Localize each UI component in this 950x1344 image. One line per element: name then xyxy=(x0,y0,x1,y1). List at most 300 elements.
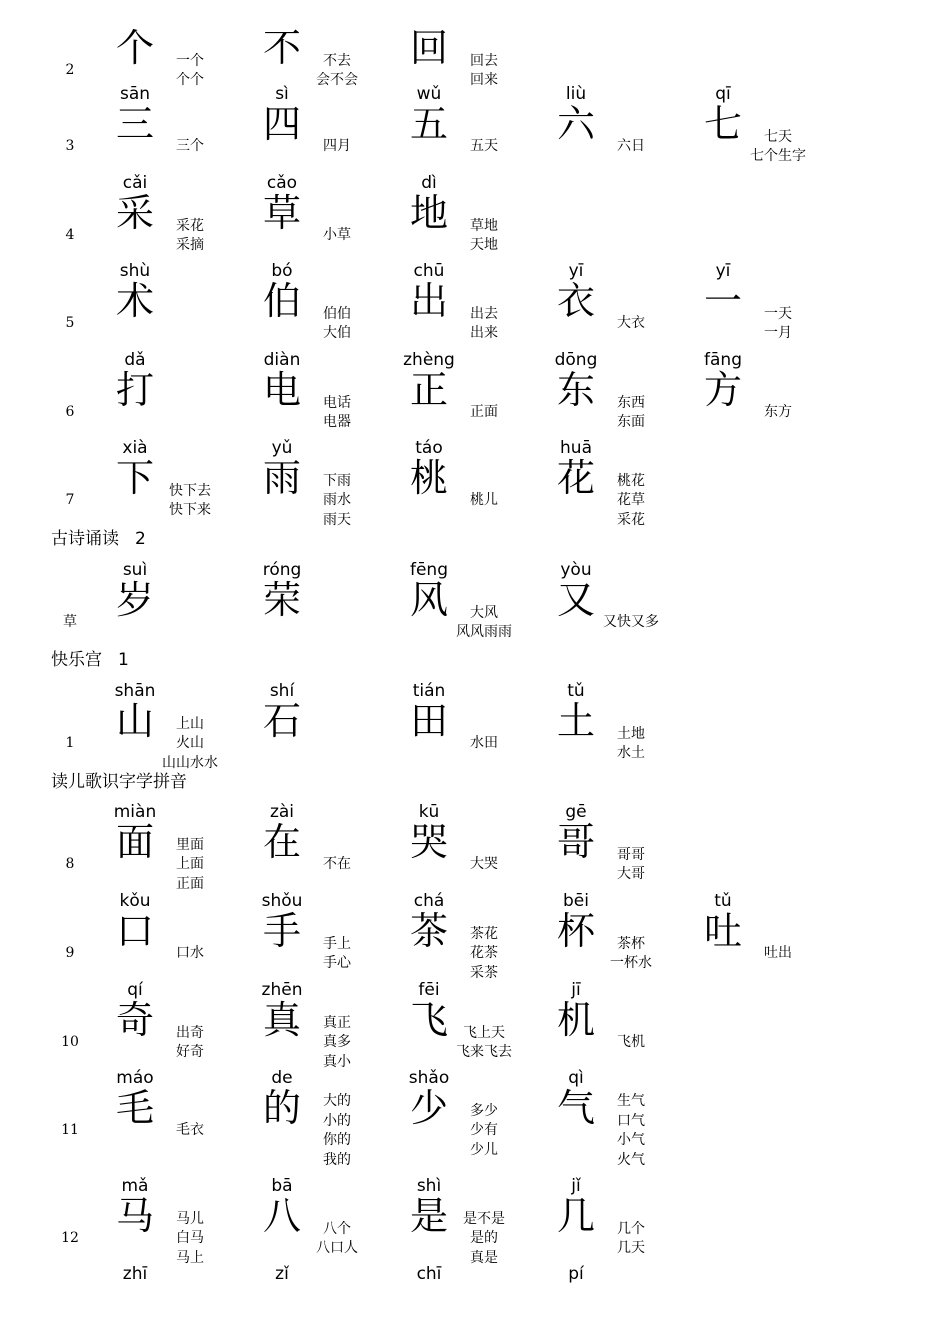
word-item: 东方 xyxy=(764,404,792,421)
word-item: 大伯 xyxy=(323,325,351,341)
pinyin-label: tǔ xyxy=(567,681,585,701)
word-item: 草地 xyxy=(470,217,498,234)
hanzi-character: 四 xyxy=(262,102,301,146)
hanzi-character: 雨 xyxy=(262,456,301,500)
hanzi-character: 术 xyxy=(115,279,154,323)
word-item: 一个 xyxy=(176,52,204,69)
word-item: 又快又多 xyxy=(603,614,659,631)
word-item: 我的 xyxy=(323,1151,351,1168)
pinyin-label: kǒu xyxy=(119,891,151,911)
hanzi-character: 不 xyxy=(262,26,301,70)
hanzi-character: 一 xyxy=(703,279,742,323)
character-cell xyxy=(556,84,696,180)
word-item: 会不会 xyxy=(316,72,358,88)
word-list xyxy=(591,114,671,180)
hanzi-character: 伯 xyxy=(262,279,301,323)
lesson-row xyxy=(0,560,950,656)
word-list xyxy=(150,291,230,357)
word-list xyxy=(444,590,524,656)
pinyin-label: bēi xyxy=(563,891,589,911)
pinyin-label: yī xyxy=(715,261,731,281)
word-list xyxy=(297,291,377,357)
hanzi-character: 出 xyxy=(409,279,448,323)
word-item: 回来 xyxy=(470,72,498,88)
pinyin-label: zhī xyxy=(122,1264,148,1284)
character-cell xyxy=(703,891,843,987)
word-item: 多少 xyxy=(470,1102,498,1119)
character-cell xyxy=(262,891,402,987)
hanzi-character: 毛 xyxy=(115,1086,154,1130)
character-cell xyxy=(409,438,549,534)
hanzi-character: 东 xyxy=(556,368,595,412)
word-item: 茶杯 xyxy=(617,935,645,952)
character-cell xyxy=(409,1176,549,1272)
hanzi-character: 机 xyxy=(556,998,595,1042)
lesson-row xyxy=(0,350,950,446)
word-item: 采摘 xyxy=(176,237,204,253)
hanzi-character: 六 xyxy=(556,102,595,146)
character-cell xyxy=(703,350,843,446)
character-cell xyxy=(115,681,255,777)
lesson-row xyxy=(0,891,950,987)
word-item: 大风 xyxy=(470,604,498,621)
word-list xyxy=(297,1010,377,1076)
hanzi-character: 八 xyxy=(262,1194,301,1238)
hanzi-character: 口 xyxy=(115,909,154,953)
word-list xyxy=(297,114,377,180)
word-list xyxy=(444,832,524,898)
character-cell xyxy=(409,980,549,1076)
word-list xyxy=(150,921,230,987)
character-cell xyxy=(409,1068,549,1164)
word-list xyxy=(738,921,818,987)
hanzi-character: 田 xyxy=(409,699,448,743)
word-item: 伯伯 xyxy=(323,305,351,322)
hanzi-character: 三 xyxy=(115,102,154,146)
lesson-row xyxy=(0,681,950,777)
pinyin-label: shǎo xyxy=(408,1068,450,1088)
section-title: 读儿歌识字学拼音 xyxy=(51,772,187,792)
character-cell xyxy=(409,560,549,656)
word-item: 东面 xyxy=(617,414,645,430)
word-item: 真多 xyxy=(323,1034,351,1051)
lesson-row xyxy=(0,173,950,269)
word-item: 几天 xyxy=(617,1240,645,1256)
word-item: 不在 xyxy=(323,856,351,873)
lesson-number: 1 xyxy=(65,735,75,751)
hanzi-character: 衣 xyxy=(556,279,595,323)
word-list xyxy=(591,590,671,656)
word-item: 桃花 xyxy=(617,472,645,489)
word-list xyxy=(591,921,671,987)
pinyin-label: tǔ xyxy=(714,891,732,911)
word-item: 六日 xyxy=(617,138,645,155)
character-cell xyxy=(115,802,255,898)
character-cell xyxy=(556,980,696,1076)
lesson-row xyxy=(0,84,950,180)
character-cell xyxy=(556,1176,696,1272)
character-cell xyxy=(409,261,549,357)
character-cell xyxy=(703,84,843,180)
pinyin-label: zhèng xyxy=(403,350,455,370)
pinyin-label: cǎi xyxy=(122,173,148,193)
hanzi-character: 正 xyxy=(409,368,448,412)
word-list xyxy=(591,1010,671,1076)
hanzi-character: 花 xyxy=(556,456,595,500)
word-list xyxy=(297,711,377,777)
word-item: 采花 xyxy=(617,511,645,528)
word-item: 火气 xyxy=(617,1151,645,1168)
character-cell xyxy=(556,802,696,898)
lesson-number: 草 xyxy=(63,614,77,630)
pinyin-label: shù xyxy=(119,261,151,281)
pinyin-label: qí xyxy=(127,980,143,1000)
word-list xyxy=(591,380,671,446)
word-item: 水土 xyxy=(617,745,645,761)
word-list xyxy=(297,1206,377,1272)
word-item: 茶花 xyxy=(470,925,498,942)
pinyin-label: chá xyxy=(413,891,445,911)
word-item: 出来 xyxy=(470,325,498,341)
character-cell xyxy=(115,438,255,534)
character-cell xyxy=(115,350,255,446)
word-list xyxy=(297,1093,377,1168)
hanzi-character: 岁 xyxy=(115,578,154,622)
word-item: 真是 xyxy=(470,1249,498,1266)
word-item: 四月 xyxy=(323,138,351,155)
character-cell xyxy=(262,1176,402,1272)
pinyin-label: suì xyxy=(122,560,148,580)
hanzi-character: 哥 xyxy=(556,820,595,864)
word-list xyxy=(444,1098,524,1164)
word-item: 采茶 xyxy=(470,964,498,981)
character-cell xyxy=(556,261,696,357)
pinyin-label: dì xyxy=(421,173,437,193)
hanzi-character: 草 xyxy=(262,191,301,235)
hanzi-character: 个 xyxy=(115,26,154,70)
word-list xyxy=(444,291,524,357)
word-item: 桃儿 xyxy=(470,492,498,509)
hanzi-character: 桃 xyxy=(409,456,448,500)
word-item: 手心 xyxy=(323,955,351,971)
hanzi-character: 地 xyxy=(409,191,448,235)
word-item: 电器 xyxy=(323,414,351,430)
hanzi-character: 打 xyxy=(115,368,154,412)
hanzi-character: 荣 xyxy=(262,578,301,622)
word-item: 真正 xyxy=(323,1014,351,1031)
word-list xyxy=(297,832,377,898)
pinyin-label: bā xyxy=(271,1176,293,1196)
hanzi-character: 土 xyxy=(556,699,595,743)
word-item: 小草 xyxy=(323,227,351,244)
hanzi-character: 回 xyxy=(409,26,448,70)
lesson-number: 12 xyxy=(61,1230,79,1246)
hanzi-character: 七 xyxy=(703,102,742,146)
word-list xyxy=(297,468,377,534)
lesson-number: 5 xyxy=(65,315,75,331)
character-cell xyxy=(409,173,549,269)
hanzi-character: 下 xyxy=(115,456,154,500)
section-heading xyxy=(51,772,187,792)
word-item: 小气 xyxy=(617,1132,645,1148)
pinyin-label: yī xyxy=(568,261,584,281)
pinyin-label: yòu xyxy=(560,560,592,580)
word-item: 小的 xyxy=(323,1112,351,1129)
character-cell xyxy=(409,802,549,898)
word-item: 八口人 xyxy=(316,1240,358,1256)
section-title: 古诗诵读 xyxy=(51,529,119,549)
hanzi-character: 是 xyxy=(409,1194,448,1238)
hanzi-character: 吐 xyxy=(703,909,742,953)
word-item: 口气 xyxy=(617,1112,645,1129)
word-item: 大的 xyxy=(323,1093,351,1109)
pinyin-label: dōng xyxy=(554,350,598,370)
pinyin-label: jī xyxy=(571,980,581,1000)
word-item: 飞上天 xyxy=(463,1024,505,1041)
hanzi-character: 五 xyxy=(409,102,448,146)
word-item: 快下去 xyxy=(169,482,211,499)
word-list xyxy=(150,380,230,446)
lesson-row xyxy=(0,1068,950,1168)
word-list xyxy=(150,1098,230,1164)
pinyin-label: gē xyxy=(565,802,587,822)
pinyin-label: jǐ xyxy=(571,1176,581,1196)
pinyin-label: de xyxy=(271,1068,293,1088)
section-heading xyxy=(51,650,129,670)
word-item: 土地 xyxy=(617,725,645,742)
hanzi-character: 手 xyxy=(262,909,301,953)
word-list xyxy=(150,1206,230,1272)
word-list xyxy=(444,380,524,446)
pinyin-label: yǔ xyxy=(271,438,293,458)
word-item: 山山水水 xyxy=(162,754,218,771)
pinyin-label: táo xyxy=(415,438,443,458)
word-item: 上面 xyxy=(176,856,204,873)
word-item: 回去 xyxy=(470,52,498,69)
pinyin-label: miàn xyxy=(113,802,157,822)
character-cell xyxy=(409,84,549,180)
word-item: 吐出 xyxy=(764,945,792,962)
word-item: 七个生字 xyxy=(750,148,806,164)
word-item: 马上 xyxy=(176,1249,204,1266)
character-cell xyxy=(262,1068,402,1168)
word-item: 毛衣 xyxy=(176,1122,204,1139)
word-item: 东西 xyxy=(617,394,645,411)
hanzi-character: 杯 xyxy=(556,909,595,953)
pinyin-label: qī xyxy=(715,84,731,104)
character-cell xyxy=(703,261,843,357)
pinyin-label: máo xyxy=(116,1068,154,1088)
word-item: 七天 xyxy=(764,128,792,145)
word-list xyxy=(591,711,671,777)
pinyin-label: shì xyxy=(416,1176,442,1196)
word-list xyxy=(150,203,230,269)
word-list xyxy=(591,1206,671,1272)
word-item: 白马 xyxy=(176,1230,204,1247)
pinyin-label: shí xyxy=(269,681,295,701)
character-cell xyxy=(262,681,402,777)
word-item: 大哥 xyxy=(617,866,645,882)
word-list xyxy=(444,1206,524,1272)
character-cell xyxy=(115,560,255,656)
word-item: 出去 xyxy=(470,305,498,322)
word-list xyxy=(591,468,671,534)
character-cell xyxy=(556,560,696,656)
word-list xyxy=(297,590,377,656)
pinyin-label: shān xyxy=(114,681,156,701)
pinyin-label: pí xyxy=(568,1264,584,1284)
word-list xyxy=(591,1093,671,1168)
hanzi-character: 飞 xyxy=(409,998,448,1042)
word-list xyxy=(150,832,230,898)
word-list xyxy=(591,832,671,898)
word-item: 火山 xyxy=(176,735,204,752)
pinyin-label: huā xyxy=(560,438,592,458)
lesson-number: 4 xyxy=(65,227,75,243)
word-item: 雨水 xyxy=(323,492,351,509)
word-item: 快下来 xyxy=(169,502,211,518)
lesson-number: 6 xyxy=(65,404,75,420)
pinyin-label: zǐ xyxy=(275,1264,289,1284)
pinyin-label: chū xyxy=(413,261,445,281)
word-list xyxy=(444,1010,524,1076)
lesson-number: 10 xyxy=(61,1034,79,1050)
pinyin-label: liù xyxy=(565,84,587,104)
character-cell xyxy=(556,891,696,987)
character-cell xyxy=(262,261,402,357)
word-item: 少儿 xyxy=(470,1141,498,1158)
word-item: 水田 xyxy=(470,735,498,752)
pinyin-label: fāng xyxy=(704,350,742,370)
word-list xyxy=(444,203,524,269)
hanzi-character: 真 xyxy=(262,998,301,1042)
word-list xyxy=(150,711,230,777)
character-cell xyxy=(556,438,696,534)
word-item: 你的 xyxy=(323,1132,351,1148)
character-cell xyxy=(262,350,402,446)
lesson-number: 11 xyxy=(61,1122,79,1138)
hanzi-character: 电 xyxy=(262,368,301,412)
pinyin-label: zài xyxy=(269,802,295,822)
word-list xyxy=(444,711,524,777)
word-item: 下雨 xyxy=(323,472,351,489)
lesson-number: 9 xyxy=(65,945,75,961)
character-cell xyxy=(556,350,696,446)
word-item: 正面 xyxy=(470,404,498,421)
lesson-number: 2 xyxy=(65,62,75,78)
word-item: 花草 xyxy=(617,492,645,509)
hanzi-character: 的 xyxy=(262,1086,301,1130)
lesson-row xyxy=(0,438,950,534)
word-item: 好奇 xyxy=(176,1044,204,1060)
pinyin-label: róng xyxy=(262,560,302,580)
character-cell xyxy=(556,681,696,777)
word-list xyxy=(297,921,377,987)
character-cell xyxy=(115,84,255,180)
character-cell xyxy=(115,1068,255,1164)
pinyin-label: sì xyxy=(275,84,289,104)
word-item: 雨天 xyxy=(323,511,351,528)
character-cell xyxy=(115,173,255,269)
hanzi-character: 风 xyxy=(409,578,448,622)
pinyin-label: kū xyxy=(418,802,440,822)
pinyin-label: fēi xyxy=(418,980,440,1000)
word-item: 不去 xyxy=(323,52,351,69)
word-item: 一杯水 xyxy=(610,955,652,971)
character-cell xyxy=(409,681,549,777)
hanzi-character: 哭 xyxy=(409,820,448,864)
hanzi-character: 气 xyxy=(556,1086,595,1130)
word-item: 大衣 xyxy=(617,315,645,332)
word-item: 五天 xyxy=(470,138,498,155)
word-item: 花茶 xyxy=(470,945,498,962)
pinyin-label: sān xyxy=(119,84,151,104)
lesson-row xyxy=(0,980,950,1076)
character-cell xyxy=(115,1176,255,1272)
word-list xyxy=(444,921,524,987)
character-cell xyxy=(115,891,255,987)
hanzi-character: 少 xyxy=(409,1086,448,1130)
word-item: 是不是 xyxy=(463,1210,505,1227)
word-list xyxy=(444,468,524,534)
hanzi-character: 采 xyxy=(115,191,154,235)
word-item: 三个 xyxy=(176,138,204,155)
word-list xyxy=(150,468,230,534)
word-item: 电话 xyxy=(323,394,351,411)
character-cell xyxy=(115,980,255,1076)
pinyin-label: fēng xyxy=(409,560,448,580)
word-list xyxy=(444,114,524,180)
hanzi-character: 又 xyxy=(556,578,595,622)
word-item: 天地 xyxy=(470,237,498,253)
character-cell xyxy=(556,1068,696,1168)
word-item: 手上 xyxy=(323,935,351,952)
word-item: 一月 xyxy=(764,325,792,341)
lesson-row xyxy=(0,1176,950,1272)
word-list xyxy=(150,590,230,656)
word-item: 采花 xyxy=(176,217,204,234)
lesson-number: 3 xyxy=(65,138,75,154)
character-cell xyxy=(409,891,549,987)
pinyin-label: zhēn xyxy=(261,980,303,1000)
word-item: 大哭 xyxy=(470,856,498,873)
word-item: 真小 xyxy=(323,1053,351,1070)
character-cell xyxy=(262,173,402,269)
pinyin-label: wǔ xyxy=(416,84,442,104)
pinyin-label: cǎo xyxy=(266,173,298,193)
hanzi-character: 方 xyxy=(703,368,742,412)
pinyin-label: diàn xyxy=(263,350,301,370)
hanzi-character: 马 xyxy=(115,1194,154,1238)
character-cell xyxy=(262,84,402,180)
character-cell xyxy=(262,802,402,898)
word-item: 一天 xyxy=(764,305,792,322)
word-list xyxy=(150,114,230,180)
word-list xyxy=(150,1010,230,1076)
lesson-row xyxy=(0,261,950,357)
word-item: 个个 xyxy=(176,72,204,88)
word-item: 几个 xyxy=(617,1220,645,1237)
hanzi-character: 石 xyxy=(262,699,301,743)
pinyin-label: tián xyxy=(412,681,446,701)
word-item: 里面 xyxy=(176,836,204,853)
pinyin-label: xià xyxy=(122,438,148,458)
hanzi-character: 山 xyxy=(115,699,154,743)
word-item: 少有 xyxy=(470,1122,498,1139)
lesson-number: 8 xyxy=(65,856,75,872)
section-heading xyxy=(51,529,146,549)
word-list xyxy=(591,291,671,357)
